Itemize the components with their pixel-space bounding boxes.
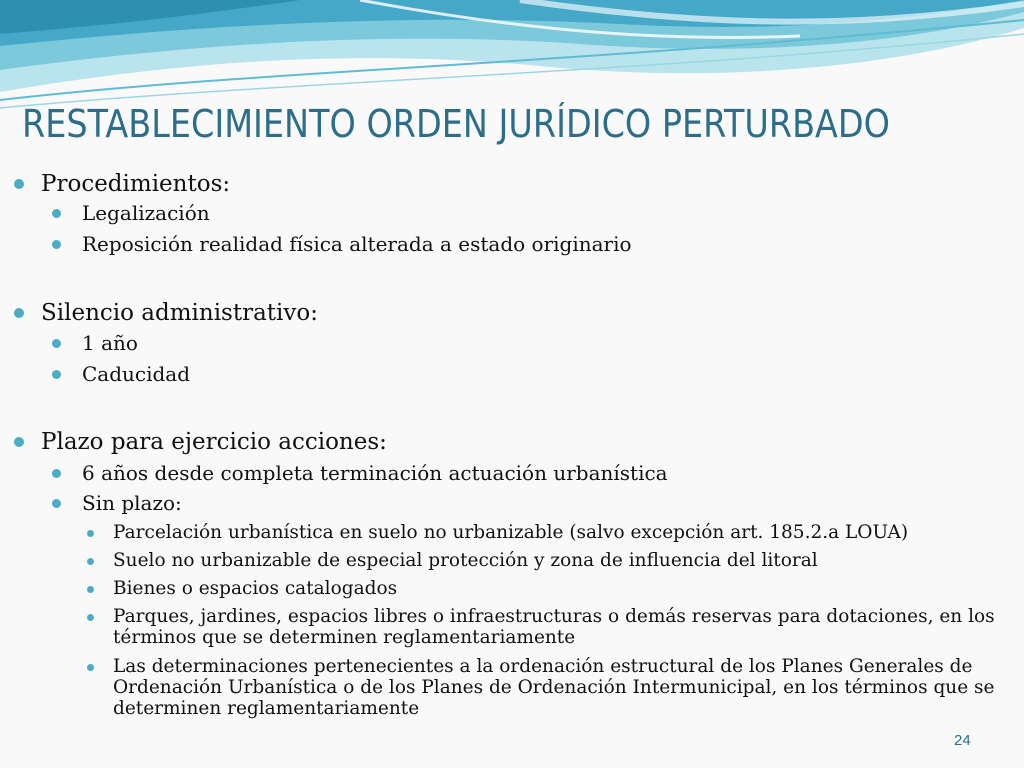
sub-bullet-caducidad: Caducidad bbox=[82, 362, 191, 386]
sub-sub-bullet-suelo: Suelo no urbanizable de especial protección y zona de influencia del litoral bbox=[113, 550, 818, 571]
bullet-icon bbox=[52, 499, 61, 508]
bullet-icon bbox=[52, 240, 61, 249]
sub-sub-bullet-bienes: Bienes o espacios catalogados bbox=[113, 578, 398, 599]
bullet-icon bbox=[52, 469, 61, 478]
page-number: 24 bbox=[954, 732, 971, 749]
bullet-procedimientos: Procedimientos: bbox=[41, 171, 231, 197]
bullet-icon bbox=[52, 370, 61, 379]
sub-bullet-6-anos: 6 años desde completa terminación actuación urbanística bbox=[82, 461, 668, 485]
sub-bullet-1-ano: 1 año bbox=[82, 331, 138, 355]
slide-title: RESTABLECIMIENTO ORDEN JURÍDICO PERTURBADO bbox=[22, 102, 890, 146]
bullet-icon bbox=[52, 209, 61, 218]
bullet-silencio: Silencio administrativo: bbox=[41, 300, 318, 326]
bullet-icon bbox=[87, 664, 94, 671]
sub-bullet-legalizacion: Legalización bbox=[82, 201, 210, 225]
sub-sub-bullet-parcelacion: Parcelación urbanística en suelo no urbanizable (salvo excepción art. 185.2.a LOUA) bbox=[113, 522, 909, 543]
sub-bullet-sin-plazo: Sin plazo: bbox=[82, 491, 182, 515]
bullet-icon bbox=[52, 339, 61, 348]
bullet-plazo: Plazo para ejercicio acciones: bbox=[41, 429, 387, 455]
sub-sub-bullet-parques: Parques, jardines, espacios libres o infraestructuras o demás reservas para dotaciones, en los términos que se determinen reglamentariamente bbox=[113, 606, 995, 648]
bullet-icon bbox=[14, 437, 24, 447]
sub-bullet-reposicion: Reposición realidad física alterada a estado originario bbox=[82, 232, 632, 256]
bullet-icon bbox=[87, 558, 94, 565]
bullet-icon bbox=[87, 586, 94, 593]
bullet-icon bbox=[14, 179, 24, 189]
bullet-icon bbox=[87, 614, 94, 621]
sub-sub-bullet-determinaciones: Las determinaciones pertenecientes a la ordenación estructural de los Planes Generales de Ordenación Urbanística o de los Planes de Ordenación Intermunicipal, en los términos que se determinen reglamentariamente bbox=[113, 656, 995, 719]
bullet-icon bbox=[87, 530, 94, 537]
bullet-icon bbox=[14, 308, 24, 318]
